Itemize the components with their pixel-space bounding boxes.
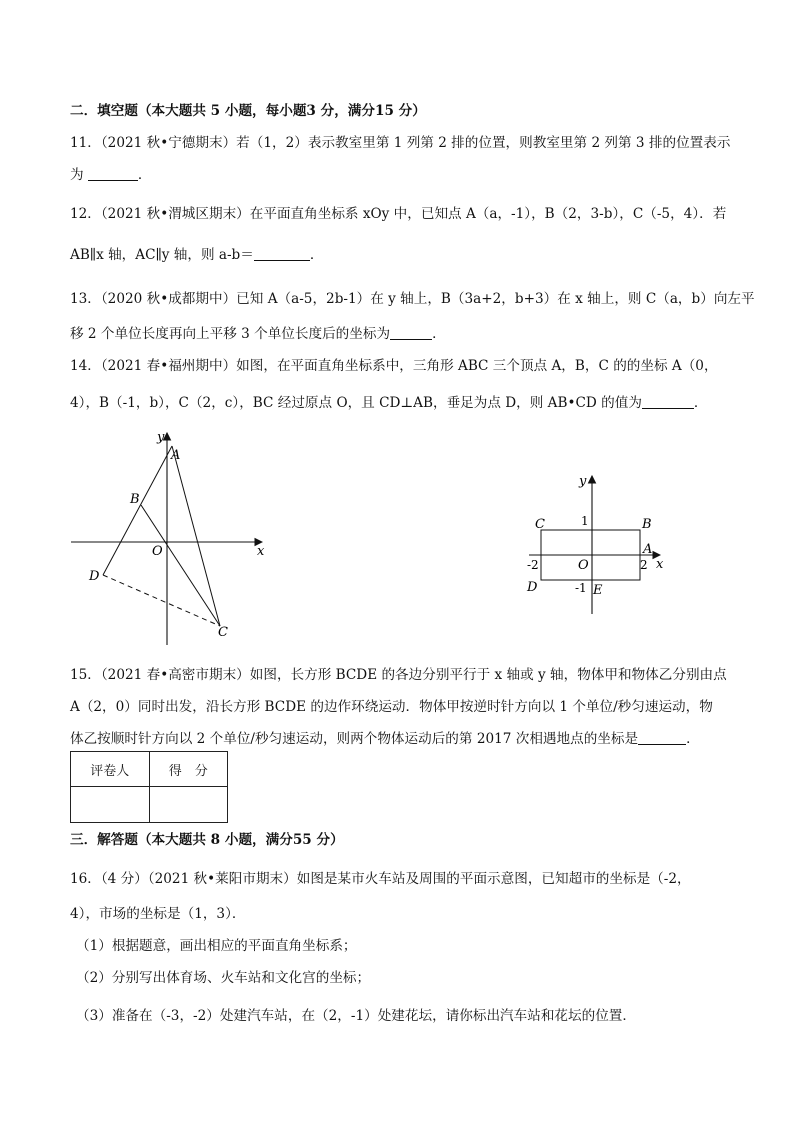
q11-line2: 为 ． <box>70 167 152 183</box>
label-x: x <box>257 544 265 559</box>
figure-triangle-abc <box>60 425 290 655</box>
segment-bc <box>141 505 220 626</box>
tick-2: 2 <box>640 558 648 572</box>
q16-line1: 16．（4 分）（2021 秋•莱阳市期末）如图是某市火车站及周围的平面示意图，已知超市的坐标是（-2， <box>70 871 691 887</box>
label-e: E <box>593 583 603 598</box>
answer-blank <box>638 730 686 745</box>
q12-line1: 12．（2021 秋•渭城区期末）在平面直角坐标系 xOy 中，已知点 A（a，-1），B（2，3-b），C（-5，4）．若 <box>70 206 727 222</box>
label-x: x <box>656 557 664 572</box>
q16-part1: （1）根据题意，画出相应的平面直角坐标系； <box>76 938 357 954</box>
grader-cell[interactable] <box>71 787 150 823</box>
tick-neg1: -1 <box>575 581 587 595</box>
q16-part3: （3）准备在（-3，-2）处建汽车站，在（2，-1）处建花坛，请你标出汽车站和花坛的位置． <box>76 1008 636 1024</box>
tick-neg2: -2 <box>527 558 539 572</box>
q11-line1: 11．（2021 秋•宁德期末）若（1，2）表示教室里第 1 列第 2 排的位置，则教室里第 2 列第 3 排的位置表示 <box>70 135 731 151</box>
answer-blank <box>642 394 694 409</box>
q15-line3: 体乙按顺时针方向以 2 个单位/秒匀速运动，则两个物体运动后的第 2017 次相遇地点的坐标是 ． <box>70 731 700 747</box>
grader-header: 评卷人 <box>71 752 150 787</box>
q15-line1: 15．（2021 春•高密市期末）如图，长方形 BCDE 的各边分别平行于 x 轴或 y 轴，物体甲和物体乙分别由点 <box>70 667 727 683</box>
q14-line2-text: 4），B（-1，b），C（2，c），BC 经过原点 O，且 CD⊥AB，垂足为点 D，则 AB•CD 的值为 <box>70 395 642 411</box>
score-header: 得 分 <box>149 752 228 787</box>
label-o: O <box>152 544 163 559</box>
q15-line3-text: 体乙按顺时针方向以 2 个单位/秒匀速运动，则两个物体运动后的第 2017 次相遇地点的坐标是 <box>70 731 639 747</box>
label-a: A <box>643 542 653 557</box>
figure-rectangle-bcde <box>520 468 680 618</box>
q11-line2-text: 为 <box>70 167 84 183</box>
label-b: B <box>642 517 652 532</box>
answer-blank <box>88 166 138 181</box>
q12-line2-text: AB∥x 轴，AC∥y 轴，则 a-b＝ <box>70 247 254 263</box>
label-d: D <box>527 580 538 595</box>
label-d: D <box>89 569 100 584</box>
answer-blank <box>390 325 432 340</box>
score-table <box>70 751 228 823</box>
q16-part2: （2）分别写出体育场、火车站和文化宫的坐标； <box>76 970 371 986</box>
label-c: C <box>535 517 545 532</box>
q12-line2: AB∥x 轴，AC∥y 轴，则 a-b＝ ． <box>70 247 324 263</box>
answer-blank <box>254 246 310 261</box>
segment-cd-dashed <box>103 575 220 626</box>
score-cell[interactable] <box>149 787 228 823</box>
q15-line2: A（2，0）同时出发，沿长方形 BCDE 的边作环绕运动．物体甲按逆时针方向以 1 个单位/秒匀速运动，物 <box>70 699 713 715</box>
q14-line1: 14．（2021 春•福州期中）如图，在平面直角坐标系中，三角形 ABC 三个顶点 A，B，C 的的坐标 A（0， <box>70 358 718 374</box>
q16-line2: 4），市场的坐标是（1，3）． <box>70 906 246 922</box>
label-a: A <box>171 448 181 463</box>
q13-line1: 13．（2020 秋•成都期中）已知 A（a-5，2b-1）在 y 轴上，B（3a+2，b+3）在 x 轴上，则 C（a，b）向左平 <box>70 291 755 307</box>
section3-heading: 三．解答题（本大题共 8 小题，满分55 分） <box>70 832 344 848</box>
label-y: y <box>579 474 587 489</box>
label-b: B <box>130 492 140 507</box>
label-o: O <box>578 558 589 573</box>
q14-line2: 4），B（-1，b），C（2，c），BC 经过原点 O，且 CD⊥AB，垂足为点 D，则 AB•CD 的值为 ． <box>70 395 708 411</box>
tick-1: 1 <box>581 514 589 528</box>
label-y: y <box>157 430 165 445</box>
q13-line2-text: 移 2 个单位长度再向上平移 3 个单位长度后的坐标为 <box>70 326 391 342</box>
segment-ac <box>172 446 220 626</box>
section2-heading: 二．填空题（本大题共 5 小题，每小题3 分，满分15 分） <box>70 103 426 119</box>
q13-line2: 移 2 个单位长度再向上平移 3 个单位长度后的坐标为 ． <box>70 326 446 342</box>
label-c: C <box>218 625 228 640</box>
